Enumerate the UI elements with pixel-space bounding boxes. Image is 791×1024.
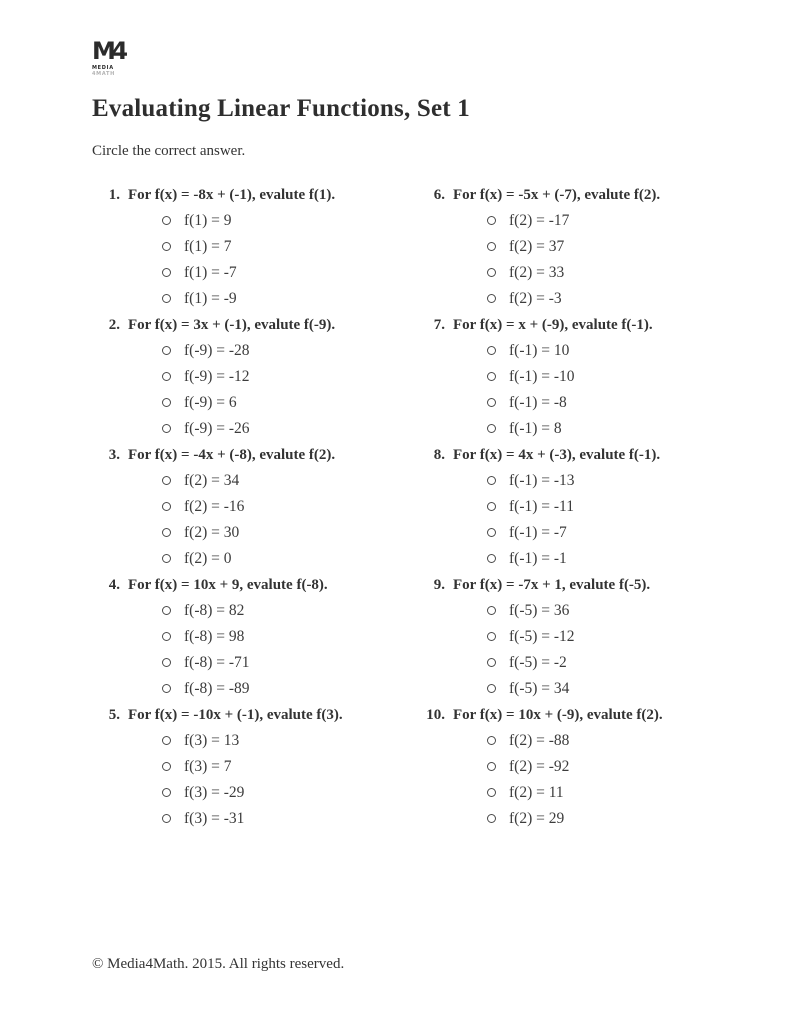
question-number: 7. [433, 316, 445, 333]
answer-option[interactable] [92, 598, 417, 624]
answer-option-label: f(2) = -88 [509, 731, 570, 749]
answer-option-label: f(1) = -9 [184, 289, 237, 307]
question-prompt: For f(x) = -8x + (-1), evalute f(1). [128, 186, 336, 203]
answer-option-label: f(2) = 33 [509, 263, 565, 281]
question-prompt: For f(x) = -4x + (-8), evalute f(2). [128, 446, 336, 463]
answer-option-label: f(-8) = 98 [184, 627, 245, 645]
radio-bullet-icon [162, 476, 171, 485]
question-prompt: For f(x) = 3x + (-1), evalute f(-9). [128, 316, 336, 333]
radio-bullet-icon [162, 632, 171, 641]
question-4 [92, 572, 417, 702]
answer-option-label: f(-1) = 8 [509, 419, 562, 437]
radio-bullet-icon [487, 424, 496, 433]
answer-option[interactable] [92, 286, 417, 312]
answer-option[interactable] [417, 650, 742, 676]
radio-bullet-icon [162, 294, 171, 303]
question-prompt: For f(x) = x + (-9), evalute f(-1). [453, 316, 653, 333]
answer-option[interactable] [417, 728, 742, 754]
answer-option-label: f(-1) = -8 [509, 393, 567, 411]
radio-bullet-icon [162, 346, 171, 355]
answer-option-label: f(-8) = -89 [184, 679, 250, 697]
radio-bullet-icon [487, 372, 496, 381]
question-number: 6. [433, 186, 445, 203]
radio-bullet-icon [487, 268, 496, 277]
answer-option-label: f(3) = -29 [184, 783, 245, 801]
radio-bullet-icon [162, 216, 171, 225]
answer-option[interactable] [417, 416, 742, 442]
media4math-logo [92, 0, 751, 77]
answer-option-label: f(-1) = -1 [509, 549, 567, 567]
answer-option[interactable] [92, 806, 417, 832]
answer-option-label: f(-9) = 6 [184, 393, 237, 411]
answer-option[interactable] [92, 390, 417, 416]
radio-bullet-icon [162, 398, 171, 407]
radio-bullet-icon [487, 606, 496, 615]
answer-option-label: f(-1) = -7 [509, 523, 567, 541]
question-prompt: For f(x) = 10x + 9, evalute f(-8). [128, 576, 328, 593]
answer-option-label: f(-5) = -12 [509, 627, 575, 645]
question-number: 9. [433, 576, 445, 593]
answer-option-label: f(-1) = -10 [509, 367, 575, 385]
question-9 [417, 572, 742, 702]
radio-bullet-icon [487, 216, 496, 225]
answer-option[interactable] [92, 338, 417, 364]
radio-bullet-icon [487, 398, 496, 407]
answer-option-label: f(-5) = -2 [509, 653, 567, 671]
radio-bullet-icon [487, 346, 496, 355]
instructions-text: Circle the correct answer. [92, 142, 246, 159]
answer-option[interactable] [417, 806, 742, 832]
answer-option-label: f(2) = 11 [509, 783, 564, 801]
answer-option[interactable] [92, 650, 417, 676]
answer-option-label: f(1) = 7 [184, 237, 232, 255]
radio-bullet-icon [162, 606, 171, 615]
answer-option[interactable] [92, 520, 417, 546]
answer-option[interactable] [417, 520, 742, 546]
answer-option-label: f(-5) = 36 [509, 601, 570, 619]
questions-grid [92, 182, 751, 832]
answer-option[interactable] [92, 676, 417, 702]
questions-column-left [92, 182, 417, 832]
radio-bullet-icon [487, 294, 496, 303]
copyright-text: © Media4Math. 2015. All rights reserved. [92, 956, 345, 972]
radio-bullet-icon [162, 502, 171, 511]
radio-bullet-icon [162, 372, 171, 381]
radio-bullet-icon [487, 762, 496, 771]
answer-option-label: f(2) = 0 [184, 549, 232, 567]
radio-bullet-icon [487, 554, 496, 563]
answer-option[interactable] [417, 598, 742, 624]
question-number: 5. [108, 706, 120, 723]
answer-option[interactable] [92, 624, 417, 650]
question-2 [92, 312, 417, 442]
answer-option-label: f(-1) = -11 [509, 497, 574, 515]
answer-option[interactable] [417, 234, 742, 260]
answer-option[interactable] [417, 676, 742, 702]
answer-option-label: f(3) = -31 [184, 809, 245, 827]
answer-option-label: f(1) = 9 [184, 211, 232, 229]
radio-bullet-icon [162, 788, 171, 797]
question-number: 1. [108, 186, 120, 203]
radio-bullet-icon [162, 242, 171, 251]
question-number: 4. [108, 576, 120, 593]
answer-option-label: f(2) = -17 [509, 211, 570, 229]
answer-option[interactable] [417, 390, 742, 416]
radio-bullet-icon [487, 242, 496, 251]
answer-option[interactable] [92, 234, 417, 260]
answer-option[interactable] [92, 728, 417, 754]
answer-option[interactable] [92, 754, 417, 780]
answer-option[interactable] [417, 780, 742, 806]
answer-option-label: f(-9) = -26 [184, 419, 250, 437]
answer-option-label: f(-1) = -13 [509, 471, 575, 489]
answer-option-label: f(-8) = -71 [184, 653, 250, 671]
answer-option[interactable] [417, 754, 742, 780]
answer-option-label: f(3) = 13 [184, 731, 240, 749]
radio-bullet-icon [162, 268, 171, 277]
answer-option[interactable] [92, 546, 417, 572]
radio-bullet-icon [487, 502, 496, 511]
answer-option-label: f(2) = 37 [509, 237, 565, 255]
answer-option-label: f(2) = 29 [509, 809, 565, 827]
radio-bullet-icon [487, 658, 496, 667]
question-prompt: For f(x) = 10x + (-9), evalute f(2). [453, 706, 663, 723]
question-number: 2. [108, 316, 120, 333]
question-10 [417, 702, 742, 832]
answer-option-label: f(2) = 30 [184, 523, 240, 541]
answer-option-label: f(2) = 34 [184, 471, 240, 489]
page-title: Evaluating Linear Functions, Set 1 [92, 94, 470, 122]
questions-column-right [417, 182, 742, 832]
radio-bullet-icon [162, 814, 171, 823]
radio-bullet-icon [162, 762, 171, 771]
answer-option[interactable] [417, 546, 742, 572]
logo-text-media: MEDIA [92, 64, 114, 71]
question-8 [417, 442, 742, 572]
question-6 [417, 182, 742, 312]
question-number: 10. [426, 706, 445, 723]
answer-option[interactable] [417, 364, 742, 390]
answer-option-label: f(2) = -3 [509, 289, 562, 307]
radio-bullet-icon [487, 684, 496, 693]
answer-option[interactable] [92, 780, 417, 806]
answer-option[interactable] [417, 286, 742, 312]
answer-option-label: f(2) = -16 [184, 497, 245, 515]
question-prompt: For f(x) = -7x + 1, evalute f(-5). [453, 576, 651, 593]
radio-bullet-icon [162, 554, 171, 563]
answer-option[interactable] [417, 494, 742, 520]
radio-bullet-icon [162, 736, 171, 745]
answer-option-label: f(-9) = -28 [184, 341, 250, 359]
answer-option[interactable] [417, 468, 742, 494]
radio-bullet-icon [162, 528, 171, 537]
logo-text-4math: 4MATH [92, 70, 116, 77]
answer-option[interactable] [417, 338, 742, 364]
media4math-logo-icon: M4 [92, 37, 124, 65]
answer-option[interactable] [92, 208, 417, 234]
answer-option[interactable] [417, 624, 742, 650]
question-3 [92, 442, 417, 572]
answer-option-label: f(-1) = 10 [509, 341, 570, 359]
answer-option[interactable] [92, 468, 417, 494]
question-prompt: For f(x) = -10x + (-1), evalute f(3). [128, 706, 343, 723]
answer-option-label: f(1) = -7 [184, 263, 237, 281]
question-1 [92, 182, 417, 312]
answer-option[interactable] [417, 208, 742, 234]
radio-bullet-icon [162, 658, 171, 667]
answer-option[interactable] [417, 260, 742, 286]
question-5 [92, 702, 417, 832]
question-number: 8. [433, 446, 445, 463]
answer-option-label: f(2) = -92 [509, 757, 570, 775]
radio-bullet-icon [487, 736, 496, 745]
answer-option[interactable] [92, 416, 417, 442]
answer-option-label: f(-9) = -12 [184, 367, 250, 385]
question-number: 3. [108, 446, 120, 463]
answer-option[interactable] [92, 364, 417, 390]
radio-bullet-icon [487, 632, 496, 641]
question-prompt: For f(x) = -5x + (-7), evalute f(2). [453, 186, 661, 203]
question-7 [417, 312, 742, 442]
answer-option-label: f(-8) = 82 [184, 601, 245, 619]
radio-bullet-icon [487, 814, 496, 823]
answer-option[interactable] [92, 494, 417, 520]
radio-bullet-icon [162, 684, 171, 693]
question-prompt: For f(x) = 4x + (-3), evalute f(-1). [453, 446, 661, 463]
answer-option[interactable] [92, 260, 417, 286]
radio-bullet-icon [162, 424, 171, 433]
answer-option-label: f(3) = 7 [184, 757, 232, 775]
answer-option-label: f(-5) = 34 [509, 679, 570, 697]
radio-bullet-icon [487, 476, 496, 485]
radio-bullet-icon [487, 788, 496, 797]
radio-bullet-icon [487, 528, 496, 537]
